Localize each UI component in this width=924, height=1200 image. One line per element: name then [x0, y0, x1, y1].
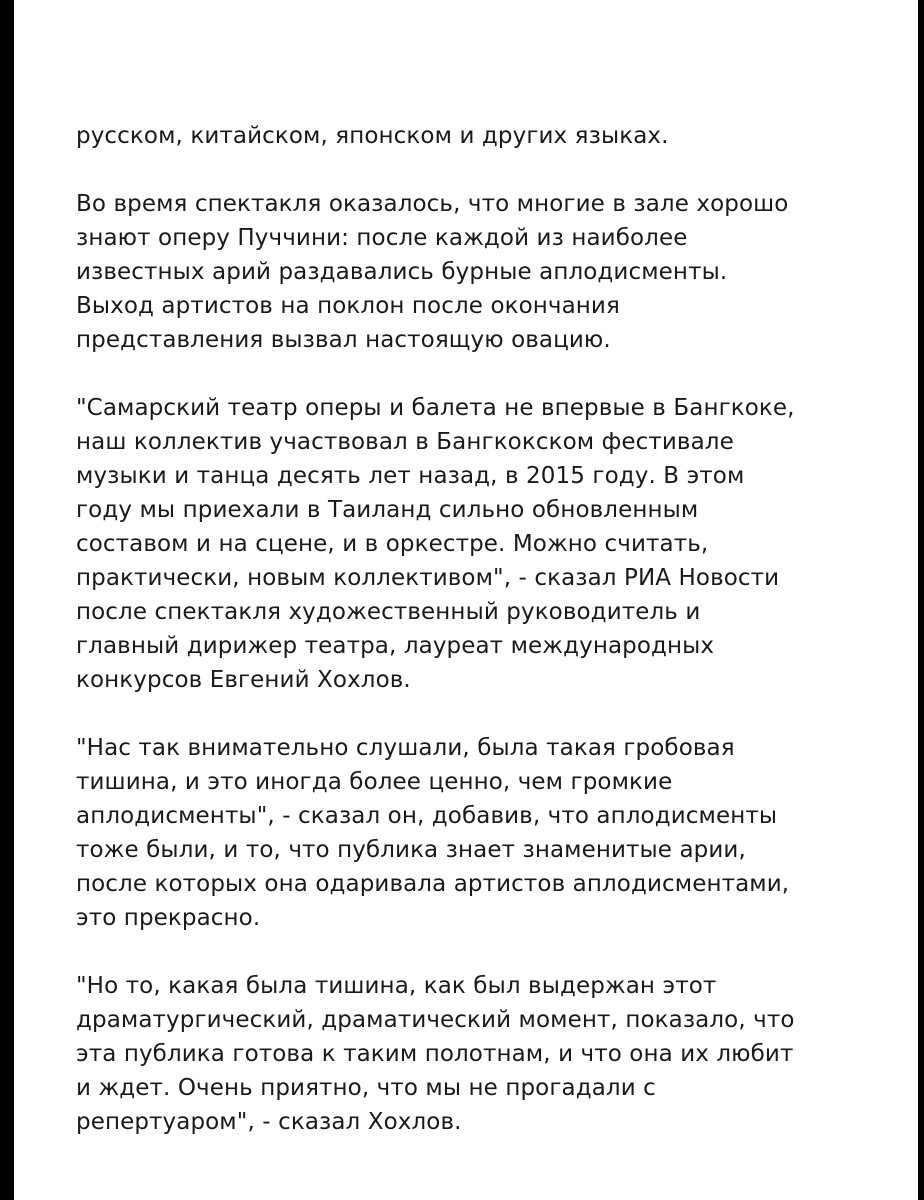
text-line: "Нас так внимательно слушали, была такая гробовая — [76, 735, 735, 761]
text-line: представления вызвал настоящую овацию. — [76, 327, 611, 353]
text-line: известных арий раздавались бурные аплодисменты. — [76, 259, 728, 285]
text-line: после спектакля художественный руководитель и — [76, 599, 701, 625]
text-line: Выход артистов на поклон после окончания — [76, 293, 620, 319]
text-line: аплодисменты", - сказал он, добавив, что аплодисменты — [76, 803, 778, 829]
text-line: конкурсов Евгений Хохлов. — [76, 667, 411, 693]
text-line: составом и на сцене, и в оркестре. Можно считать, — [76, 531, 709, 557]
text-line: тишина, и это иногда более ценно, чем громкие — [76, 769, 673, 795]
text-line: знают оперу Пуччини: после каждой из наиболее — [76, 225, 688, 251]
paragraph-1 — [76, 119, 876, 153]
paragraph-4 — [76, 731, 876, 935]
paragraph-5 — [76, 969, 876, 1139]
text-line: году мы приехали в Таиланд сильно обновленным — [76, 497, 699, 523]
text-line: главный дирижер театра, лауреат международных — [76, 633, 715, 659]
text-line: после которых она одаривала артистов аплодисментами, — [76, 871, 790, 897]
text-line: репертуаром", - сказал Хохлов. — [76, 1109, 462, 1135]
text-line: "Самарский театр оперы и балета не впервые в Бангкоке, — [76, 395, 795, 421]
text-line: музыки и танца десять лет назад, в 2015 году. В этом — [76, 463, 745, 489]
text-line: практически, новым коллективом", - сказал РИА Новости — [76, 565, 780, 591]
text-line: это прекрасно. — [76, 905, 261, 931]
text-line: Во время спектакля оказалось, что многие в зале хорошо — [76, 191, 789, 217]
text-line: русском, китайском, японском и других языках. — [76, 123, 669, 149]
text-line: драматургический, драматический момент, показало, что — [76, 1007, 795, 1033]
text-line: "Но то, какая была тишина, как был выдержан этот — [76, 973, 717, 999]
text-line: эта публика готова к таким полотнам, и что она их любит — [76, 1041, 794, 1067]
text-line: тоже были, и то, что публика знает знаменитые арии, — [76, 837, 746, 863]
text-line: наш коллектив участвовал в Бангкокском фестивале — [76, 429, 734, 455]
paragraph-3 — [76, 391, 876, 697]
text-line: и ждет. Очень приятно, что мы не прогадали с — [76, 1075, 656, 1101]
paragraph-2 — [76, 187, 876, 357]
article-body — [76, 119, 876, 1173]
document-page — [14, 0, 918, 1200]
